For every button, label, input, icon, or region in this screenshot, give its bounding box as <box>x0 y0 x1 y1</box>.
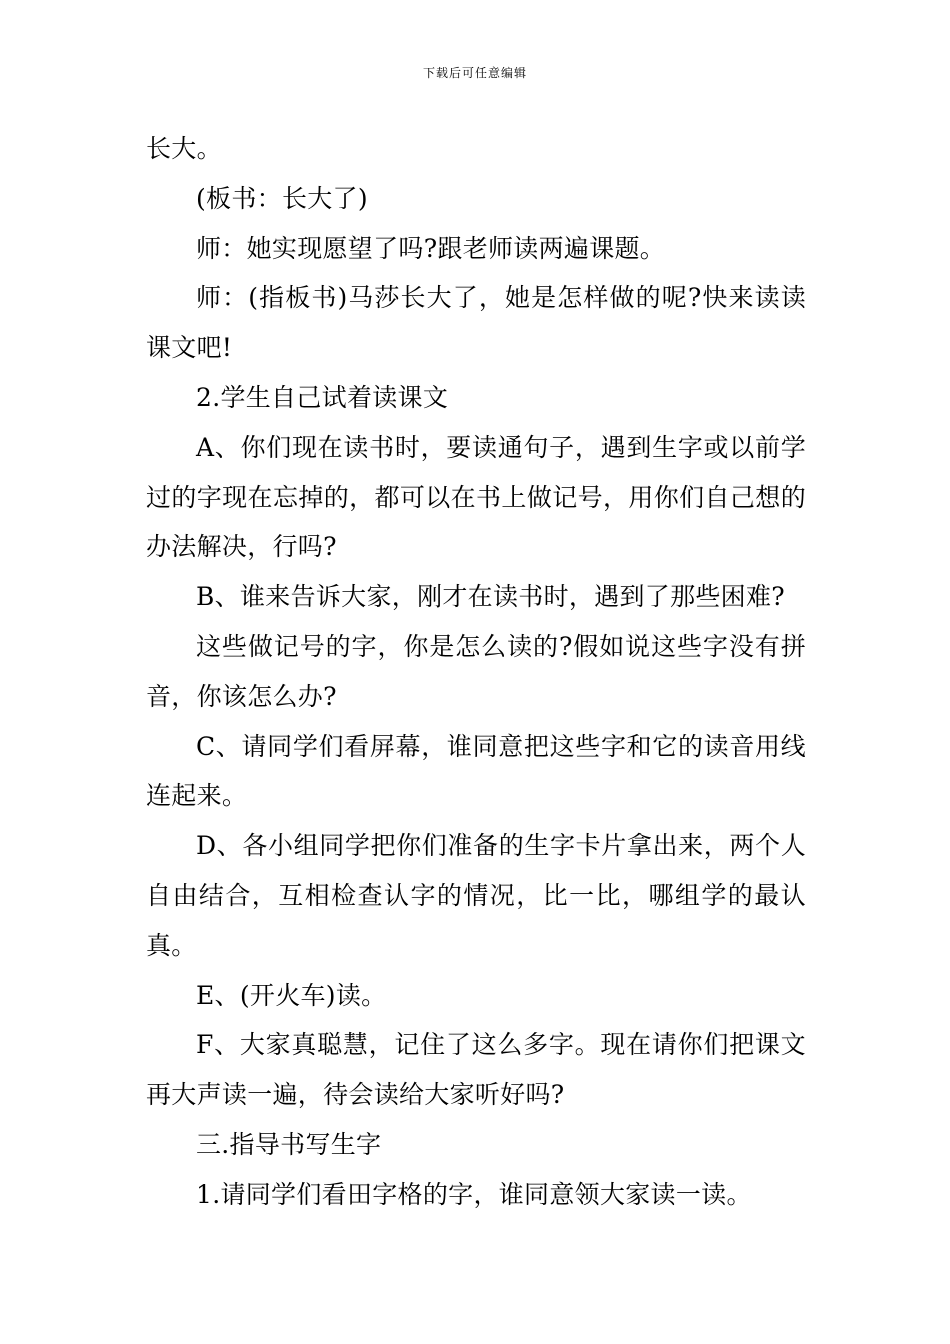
paragraph: 师：(指板书)马莎长大了，她是怎样做的呢?快来读读课文吧! <box>146 283 806 363</box>
document-body <box>146 124 806 1220</box>
paragraph: F、大家真聪慧，记住了这么多字。现在请你们把课文再大声读一遍，待会读给大家听好吗? <box>146 1030 806 1110</box>
paragraph: D、各小组同学把你们准备的生字卡片拿出来，两个人自由结合，互相检查认字的情况，比一比，哪组学的最认真。 <box>146 831 806 960</box>
paragraph: A、你们现在读书时，要读通句子，遇到生字或以前学过的字现在忘掉的，都可以在书上做记号，用你们自己想的办法解决，行吗? <box>146 432 806 562</box>
paragraph: 1.请同学们看田字格的字，谁同意领大家读一读。 <box>196 1179 752 1209</box>
paragraph: (板书：长大了) <box>196 183 368 213</box>
page-header: 下载后可任意编辑 <box>422 66 527 80</box>
paragraph: 师：她实现愿望了吗?跟老师读两遍课题。 <box>196 233 666 263</box>
paragraph: B、谁来告诉大家，刚才在读书时，遇到了那些困难? <box>196 582 785 612</box>
paragraph: 2.学生自己试着读课文 <box>196 382 449 412</box>
paragraph: 长大。 <box>146 134 222 163</box>
paragraph: 这些做记号的字，你是怎么读的?假如说这些字没有拼音，你该怎么办? <box>146 631 806 711</box>
paragraph: E、(开火车)读。 <box>196 980 387 1010</box>
paragraph: 三.指导书写生字 <box>196 1129 382 1159</box>
paragraph: C、请同学们看屏幕，谁同意把这些字和它的读音用线连起来。 <box>146 731 806 811</box>
